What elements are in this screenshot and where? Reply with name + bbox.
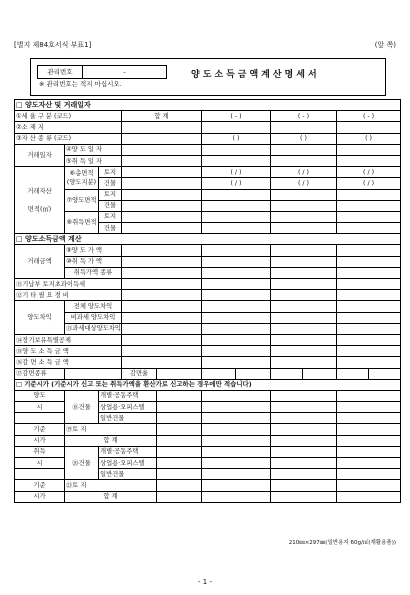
section-gain: □ 양도소득금액 계산 xyxy=(15,234,401,245)
long-term-deduction-label: ⑭장기보유특별공제 xyxy=(15,334,122,345)
management-note: ※ 관리번호는 적지 마십시오. xyxy=(39,80,122,88)
sell-area-label: ⑦양도면적 xyxy=(65,189,99,211)
buy-price-label: ⑩취 득 가 액 xyxy=(65,256,122,267)
sell-std-4: 시가 xyxy=(15,435,65,446)
trade-amount-group: 거래금액 xyxy=(15,245,65,279)
buy-std-4: 시가 xyxy=(15,491,65,502)
page-title: 양도소득금액계산명세서 xyxy=(191,70,320,80)
buy-std-3: 기준 xyxy=(15,480,65,491)
management-number-value[interactable]: - xyxy=(123,68,126,76)
sell-price-label: ⑨양 도 가 액 xyxy=(65,245,122,256)
management-number xyxy=(37,65,167,79)
sell-std-1: 양도 xyxy=(15,390,65,401)
gain-group: 양도차익 xyxy=(15,301,65,335)
buy-price-type-label: 취득가액 종류 xyxy=(65,267,122,278)
sell-date-label: ④양 도 일 자 xyxy=(65,144,122,155)
share-bldg-1[interactable]: ( / ) xyxy=(202,178,271,189)
sell-land-label: ⑲토 지 xyxy=(65,424,157,435)
calc-table xyxy=(14,99,401,503)
rate-code-2[interactable]: ( - ) xyxy=(271,111,337,122)
sell-bldg-label: ⑱건물 xyxy=(65,390,99,424)
buy-item-general: 일반건물 xyxy=(99,469,157,480)
total-label: 합 계 xyxy=(122,111,202,122)
reduced-amount-label: ⑯감 면 소 득 금 액 xyxy=(15,357,122,368)
share-bldg-2[interactable]: ( / ) xyxy=(271,178,337,189)
area-land-label: 토지 xyxy=(99,167,122,178)
total-area-label: ⑥총면적 (양도지분) xyxy=(65,167,99,189)
buy-bldg-label: ⑳건물 xyxy=(65,446,99,480)
sell-item-house: 개별·공동주택 xyxy=(99,390,157,401)
sell-area-land: 토지 xyxy=(99,189,122,200)
buy-std-1: 취득 xyxy=(15,446,65,457)
buy-area-land: 토지 xyxy=(99,211,122,222)
sell-area-bldg: 건물 xyxy=(99,200,122,211)
buy-item-house: 개별·공동주택 xyxy=(99,446,157,457)
land-excess-tax-label: ⑪기납부 토지초과이득세 xyxy=(15,279,122,290)
buy-land-label: ㉑토 지 xyxy=(65,480,157,491)
buy-area-label: ⑧취득면적 xyxy=(65,211,99,233)
asset-type-label: ③자 산 종 류 (코드) xyxy=(15,133,122,144)
sell-sum-label: 합 계 xyxy=(65,435,157,446)
tax-rate-label: ①세 율 구 분 (코드) xyxy=(15,111,122,122)
buy-std-2: 시 xyxy=(15,458,65,469)
sell-std-3: 기준 xyxy=(15,424,65,435)
asset-code-1[interactable]: ( ) xyxy=(202,133,271,144)
share-3[interactable]: ( / ) xyxy=(337,167,401,178)
area-group: 거래자산 면적(㎡) xyxy=(15,167,65,234)
reduction-type-label: ⑰감면종류 xyxy=(15,368,65,379)
area-bldg-label: 건물 xyxy=(99,178,122,189)
title-box xyxy=(30,58,386,96)
rate-code-1[interactable]: ( - ) xyxy=(202,111,271,122)
section-asset: □ 양도자산 및 거래일자 xyxy=(15,100,401,111)
trade-date-group: 거래일자 xyxy=(15,144,65,166)
rate-code-3[interactable]: ( - ) xyxy=(337,111,401,122)
location-label: ②소 재 지 xyxy=(15,122,122,133)
page-side: (앞 쪽) xyxy=(374,41,396,49)
exempt-gain-label: 비과세 양도차익 xyxy=(65,312,122,323)
capital-gain-amount-label: ⑮양 도 소 득 금 액 xyxy=(15,346,122,357)
taxable-gain-label: ⑬과세대상양도차익 xyxy=(65,323,122,334)
reduction-rate-label: 감면율 xyxy=(122,368,157,379)
buy-area-bldg: 건물 xyxy=(99,223,122,234)
section-standard-price: □ 기준시가 (기준시가 신고 또는 취득가액을 환산가로 신고하는 경우에만 적습니다) xyxy=(15,379,401,390)
form-number: [별지 제84호서식 부표1] xyxy=(14,41,92,49)
buy-item-office: 상업용·오피스텔 xyxy=(99,458,157,469)
sell-std-2: 시 xyxy=(15,402,65,413)
page-number: - 1 - xyxy=(198,578,212,586)
other-expense-label: ⑫기 타 필 요 경 비 xyxy=(15,290,122,301)
total-gain-label: 전체 양도차익 xyxy=(65,301,122,312)
share-1[interactable]: ( / ) xyxy=(202,167,271,178)
buy-sum-label: 합 계 xyxy=(65,491,157,502)
sell-item-office: 상업용·오피스텔 xyxy=(99,402,157,413)
sell-item-general: 일반건물 xyxy=(99,413,157,424)
paper-spec: 210㎜×297㎜(일반용지 60g/㎡(재활용품)) xyxy=(288,540,396,546)
asset-code-2[interactable]: ( ) xyxy=(271,133,337,144)
management-number-label: 관리번호 xyxy=(38,66,83,78)
share-bldg-3[interactable]: ( / ) xyxy=(337,178,401,189)
buy-date-label: ⑤취 득 일 자 xyxy=(65,155,122,166)
share-2[interactable]: ( / ) xyxy=(271,167,337,178)
asset-code-3[interactable]: ( ) xyxy=(337,133,401,144)
